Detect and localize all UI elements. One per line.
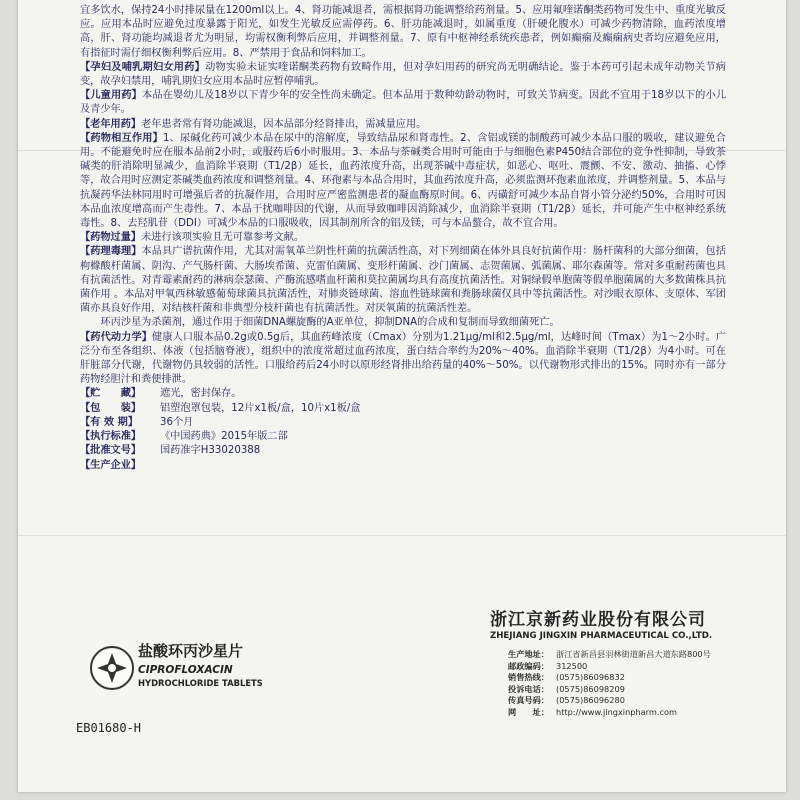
leaflet-body [80,4,726,473]
company-name-en: ZHEJIANG JINGXIN PHARMACEUTICAL CO.,LTD. [490,631,713,641]
info-row-standard: 【执行标准】 《中国药典》2015年版二部 [80,431,288,443]
company-block [490,605,760,718]
product-name-cn: 盐酸环丙沙星片 [138,642,244,660]
fold-line [18,535,786,536]
info-row-manufacturer: 【生产企业】 [80,459,142,471]
company-logo-icon [90,646,134,690]
section-overdose: 【药物过量】未进行该项实验且无可靠参考文献。 [80,232,305,244]
section-elderly: 【老年用药】老年患者常有肾功能减退，因本品部分经肾排出，需减量应用。 [80,118,427,130]
contact-website: 网 址： http://www.jingxinpharm.com [508,706,677,717]
section-pregnancy: 【孕妇及哺乳期妇女用药】动物实验未证实喹诺酮类药物有致畸作用，但对孕妇用药的研究尚无明确结论。鉴于本药可引起未成年动物关节病变，故孕妇禁用，哺乳期妇女应用本品时应暂停哺乳。 [80,61,726,88]
contact-fax: 传真号码： (0575)86096280 [508,695,625,705]
product-name-en: CIPROFLOXACIN [138,664,233,676]
company-contacts [508,649,760,718]
section-pediatric: 【儿童用药】本品在婴幼儿及18岁以下青少年的安全性尚未确定。但本品用于数种幼龄动物时，可致关节病变。因此不宜用于18岁以下的小儿及青少年。 [80,90,727,116]
info-row-storage: 【贮 藏】 遮光，密封保存。 [80,388,242,400]
contact-address: 生产地址： 浙江省新昌县羽林街道新昌大道东路800号 [508,649,711,659]
section-mechanism: 环丙沙星为杀菌剂，通过作用于细菌DNA螺旋酶的A亚单位，抑制DNA的合成和复制而导致细菌死亡。 [100,317,560,329]
leaflet-sheet [18,0,786,792]
contact-sales: 销售热线： (0575)86096832 [508,672,625,682]
company-name-cn: 浙江京新药业股份有限公司 [490,610,706,630]
contact-complaint: 投诉电话： (0575)86098209 [508,683,625,694]
product-name-en-sub: HYDROCHLORIDE TABLETS [138,678,263,688]
leaflet-code: EB01680-H [76,721,142,735]
top-paragraph: 宜多饮水，保持24小时排尿量在1200ml以上。4、肾功能减退者，需根据肾功能调整给药剂量。5、应用氟喹诺酮类药物可发生中、重度光敏反应。应用本品时应避免过度暴露于阳光，如发生光敏反应需停药。6、肝功能减退时，如属重度（肝硬化腹水）可减少药物清除，血药浓度增高，肝、肾功能均减退者尤为明显，均需权衡利弊后应用，并调整剂量。7、原有中枢神经系统疾患者，例如癫痫及癫痫病史者均应避免应用，有指征时需仔细权衡利弊后应用。8、严禁用于食品和饲料加工。 [80,5,726,59]
info-row-validity: 【有 效 期】 36个月 [80,416,194,428]
section-pharmacology: 【药理毒理】本品具广谱抗菌作用，尤其对需氧革兰阴性杆菌的抗菌活性高，对下列细菌在体外具良好抗菌作用：肠杆菌科的大部分细菌，包括枸橼酸杆菌属、阴沟、产气肠杆菌、大肠埃希菌、克雷伯菌属、变形杆菌属、沙门菌属、志贺菌属、弧菌属、耶尔森菌等。常对多重耐药菌也具有抗菌活性。对青霉素耐药的淋病奈瑟菌、产酶流感嗜血杆菌和莫拉菌属均具有高度抗菌活性。对铜绿假单胞菌等假单胞菌属的大多数菌株具抗菌作用 。本品对甲氧西林敏感葡萄球菌具抗菌活性，对肺炎链球菌、溶血性链球菌和粪肠球菌仅具中等抗菌活性。对沙眼衣原体、支原体、军团菌亦具良好作用，对结核杆菌和非典型分枝杆菌也有抗菌活性。对厌氧菌的抗菌活性差。 [80,246,726,315]
contact-postcode: 邮政编码： 312500 [508,660,588,671]
section-pharmacokinetics: 【药代动力学】健康人口服本品0.2g或0.5g后，其血药峰浓度（Cmax）分别为1.21μg/ml和2.5μg/ml，达峰时间（Tmax）为1～2小时。广泛分布至各组织、体液（包括脑脊液），组织中的浓度常超过血药浓度，蛋白结合率约为20%～40%。血消除半衰期（T1/2β）为4小时。可在肝脏部分代谢，代谢物仍具较弱的活性。口服给药后24小时以原形经肾排出给药量的40%～50%。以代谢物形式排出的15%。同时亦有一部分药物经胆汁和粪便排泄。 [80,331,727,386]
info-row-approval: 【批准文号】 国药准字H33020388 [80,445,261,457]
product-block [90,640,290,700]
info-row-package: 【包 装】 铝塑泡罩包装，12片x1板/盒，10片x1板/盒 [80,402,361,414]
section-interactions: 【药物相互作用】1、尿碱化药可减少本品在尿中的溶解度，导致结晶尿和肾毒性。2、含铝或镁的制酸药可减少本品口服的吸收，建议避免合用。不能避免时应在服本品前2小时，或服药后6小时服用。3、本品与茶碱类合用时可能由于与细胞色素P450结合部位的竞争性抑制，导致茶碱类的肝消除明显减少，血消除半衰期（T1/2β）延长，血药浓度升高，出现茶碱中毒症状，如恶心、呕吐、震颤、不安、激动、抽搐、心悸等，故合用时应测定茶碱类血药浓度和调整剂量。4、环孢素与本品合用时，其血药浓度升高，必须监测环孢素血浓度，并调整剂量。5、本品与抗凝药华法林同用时可增强后者的抗凝作用，合用时应严密监测患者的凝血酶原时间。6、丙磺舒可减少本品自肾小管分泌约50%，合用时可因本品血浓度增高而产生毒性。7、本品干扰咖啡因的代谢，从而导致咖啡因消除减少，血消除半衰期（T1/2β）延长，并可能产生中枢神经系统毒性。8、去羟肌苷（DDI）可减少本品的口服吸收，因其制剂所含的铝及镁，可与本品螯合，故不宜合用。 [80,132,726,230]
